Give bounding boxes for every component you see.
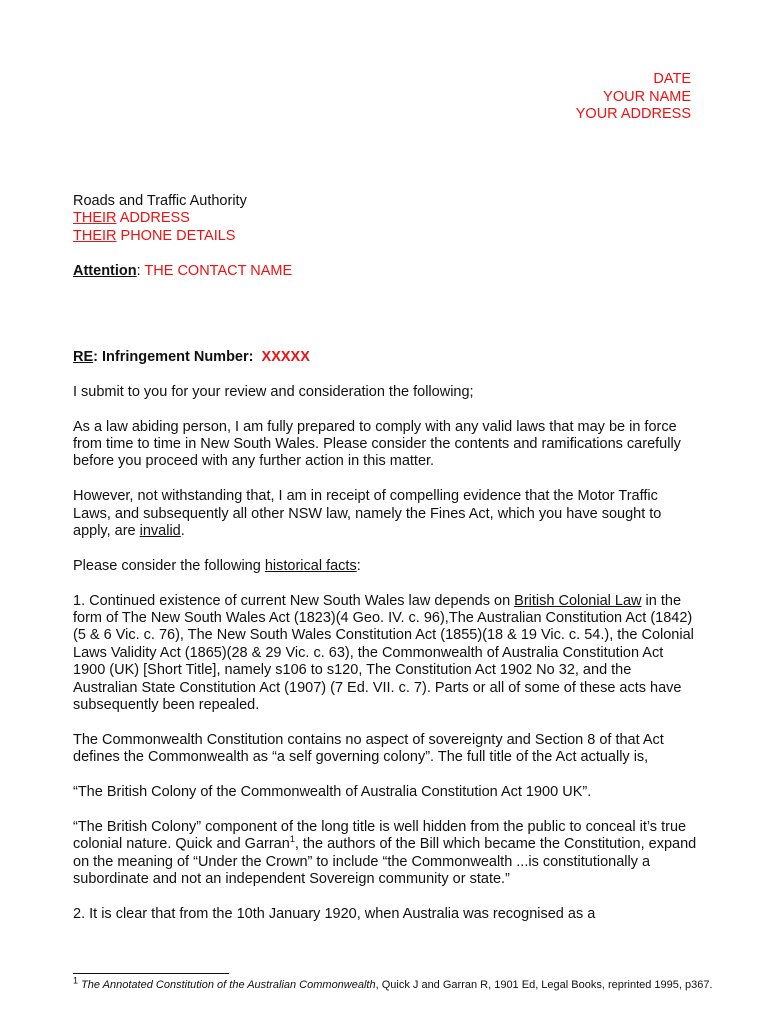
- paragraph-7: “The British Colony of the Commonwealth of Australia Constitution Act 1900 UK”.: [73, 784, 592, 801]
- sender-block: [576, 71, 691, 124]
- paragraph-4-end: :: [356, 557, 361, 574]
- paragraph-4: [73, 558, 698, 575]
- paragraph-6: The Commonwealth Constitution contains no aspect of sovereignty and Section 8 of that Act defines the Commonwealth as “a self governing colony”. The full title of the Act actually is,: [73, 731, 664, 766]
- attention-label: Attention: [73, 262, 137, 279]
- attention-contact: THE CONTACT NAME: [144, 262, 293, 279]
- footnote-ref: 1: [289, 834, 295, 845]
- their-phone-marker: THEIR: [73, 227, 117, 244]
- paragraph-4-text: Please consider the following: [73, 557, 265, 574]
- footnote-rest: , Quick J and Garran R, 1901 Ed, Legal Books, reprinted 1995, p367.: [375, 979, 713, 991]
- infringement-number: XXXXX: [261, 349, 310, 366]
- paragraph-8-text: “The British Colony” component of the long title is well hidden from the public to conceal it’s true colonial nature. Quick and Garran: [73, 818, 687, 853]
- paragraph-8: [73, 819, 698, 889]
- footnote-divider: [73, 973, 229, 974]
- recipient-phone: PHONE DETAILS: [116, 227, 236, 244]
- paragraph-3-text: However, not withstanding that, I am in receipt of compelling evidence that the Motor Traffic Laws, and subsequently all other NSW law, namely the Fines Act, which you have sought to apply, are: [73, 488, 662, 540]
- invalid-link: invalid: [139, 523, 181, 540]
- re-line: [73, 349, 698, 366]
- british-colonial-law-link: British Colonial Law: [514, 592, 642, 609]
- paragraph-3-end: .: [180, 523, 185, 540]
- recipient-address-line: [73, 210, 698, 227]
- recipient-org: Roads and Traffic Authority: [73, 193, 247, 209]
- footnote-title: The Annotated Constitution of the Australian Commonwealth: [81, 979, 376, 991]
- recipient-phone-line: [73, 228, 698, 245]
- paragraph-2: As a law abiding person, I am fully prepared to comply with any valid laws that may be in force from time to time in New South Wales. Please consider the contents and ramifications carefully before you proceed with any further action in this matter.: [73, 418, 681, 470]
- historical-facts-link: historical facts: [264, 557, 357, 574]
- their-address-marker: THEIR: [73, 210, 117, 227]
- paragraph-5-rest: in the form of The New South Wales Act (1823)(4 Geo. IV. c. 96),The Australian Constitution Act (1842)(5 & 6 Vic. c. 76), The New South Wales Constitution Act (1855)(18 & 19 Vic. c. 54.), the Colonial Laws Validity Act (1865)(28 & 29 Vic. c. 63), the Commonwealth of Australia Constitution Act 1900 (UK) [Short Title], namely s106 to s120, The Constitution Act 1902 No 32, and the Australian State Constitution Act (1907) (7 Ed. VII. c. 7). Parts or all of some of these acts have subsequently been repealed.: [73, 592, 694, 714]
- re-label: RE: [73, 349, 94, 366]
- sender-address: YOUR ADDRESS: [575, 106, 691, 122]
- sender-date: DATE: [653, 71, 691, 87]
- paragraph-3: [73, 488, 698, 540]
- footnote: [73, 975, 728, 992]
- re-text: : Infringement Number:: [93, 349, 262, 366]
- attention-line: [73, 263, 698, 280]
- footnote-marker: 1: [73, 975, 79, 986]
- recipient-block: [73, 193, 698, 245]
- paragraph-5: [73, 593, 698, 715]
- paragraph-9: 2. It is clear that from the 10th January 1920, when Australia was recognised as a: [73, 905, 596, 922]
- paragraph-1: I submit to you for your review and consideration the following;: [73, 383, 474, 400]
- paragraph-8-rest: , the authors of the Bill which became the Constitution, expand on the meaning of “Under the Crown” to include “the Commonwealth ...is constitutionally a subordinate and not an independent Sovereign community or state.”: [73, 836, 697, 888]
- paragraph-5-text: 1. Continued existence of current New South Wales law depends on: [73, 592, 515, 609]
- letter-body: [73, 193, 698, 923]
- recipient-address: ADDRESS: [116, 210, 190, 227]
- sender-name: YOUR NAME: [603, 88, 691, 105]
- attention-sep: :: [136, 262, 145, 279]
